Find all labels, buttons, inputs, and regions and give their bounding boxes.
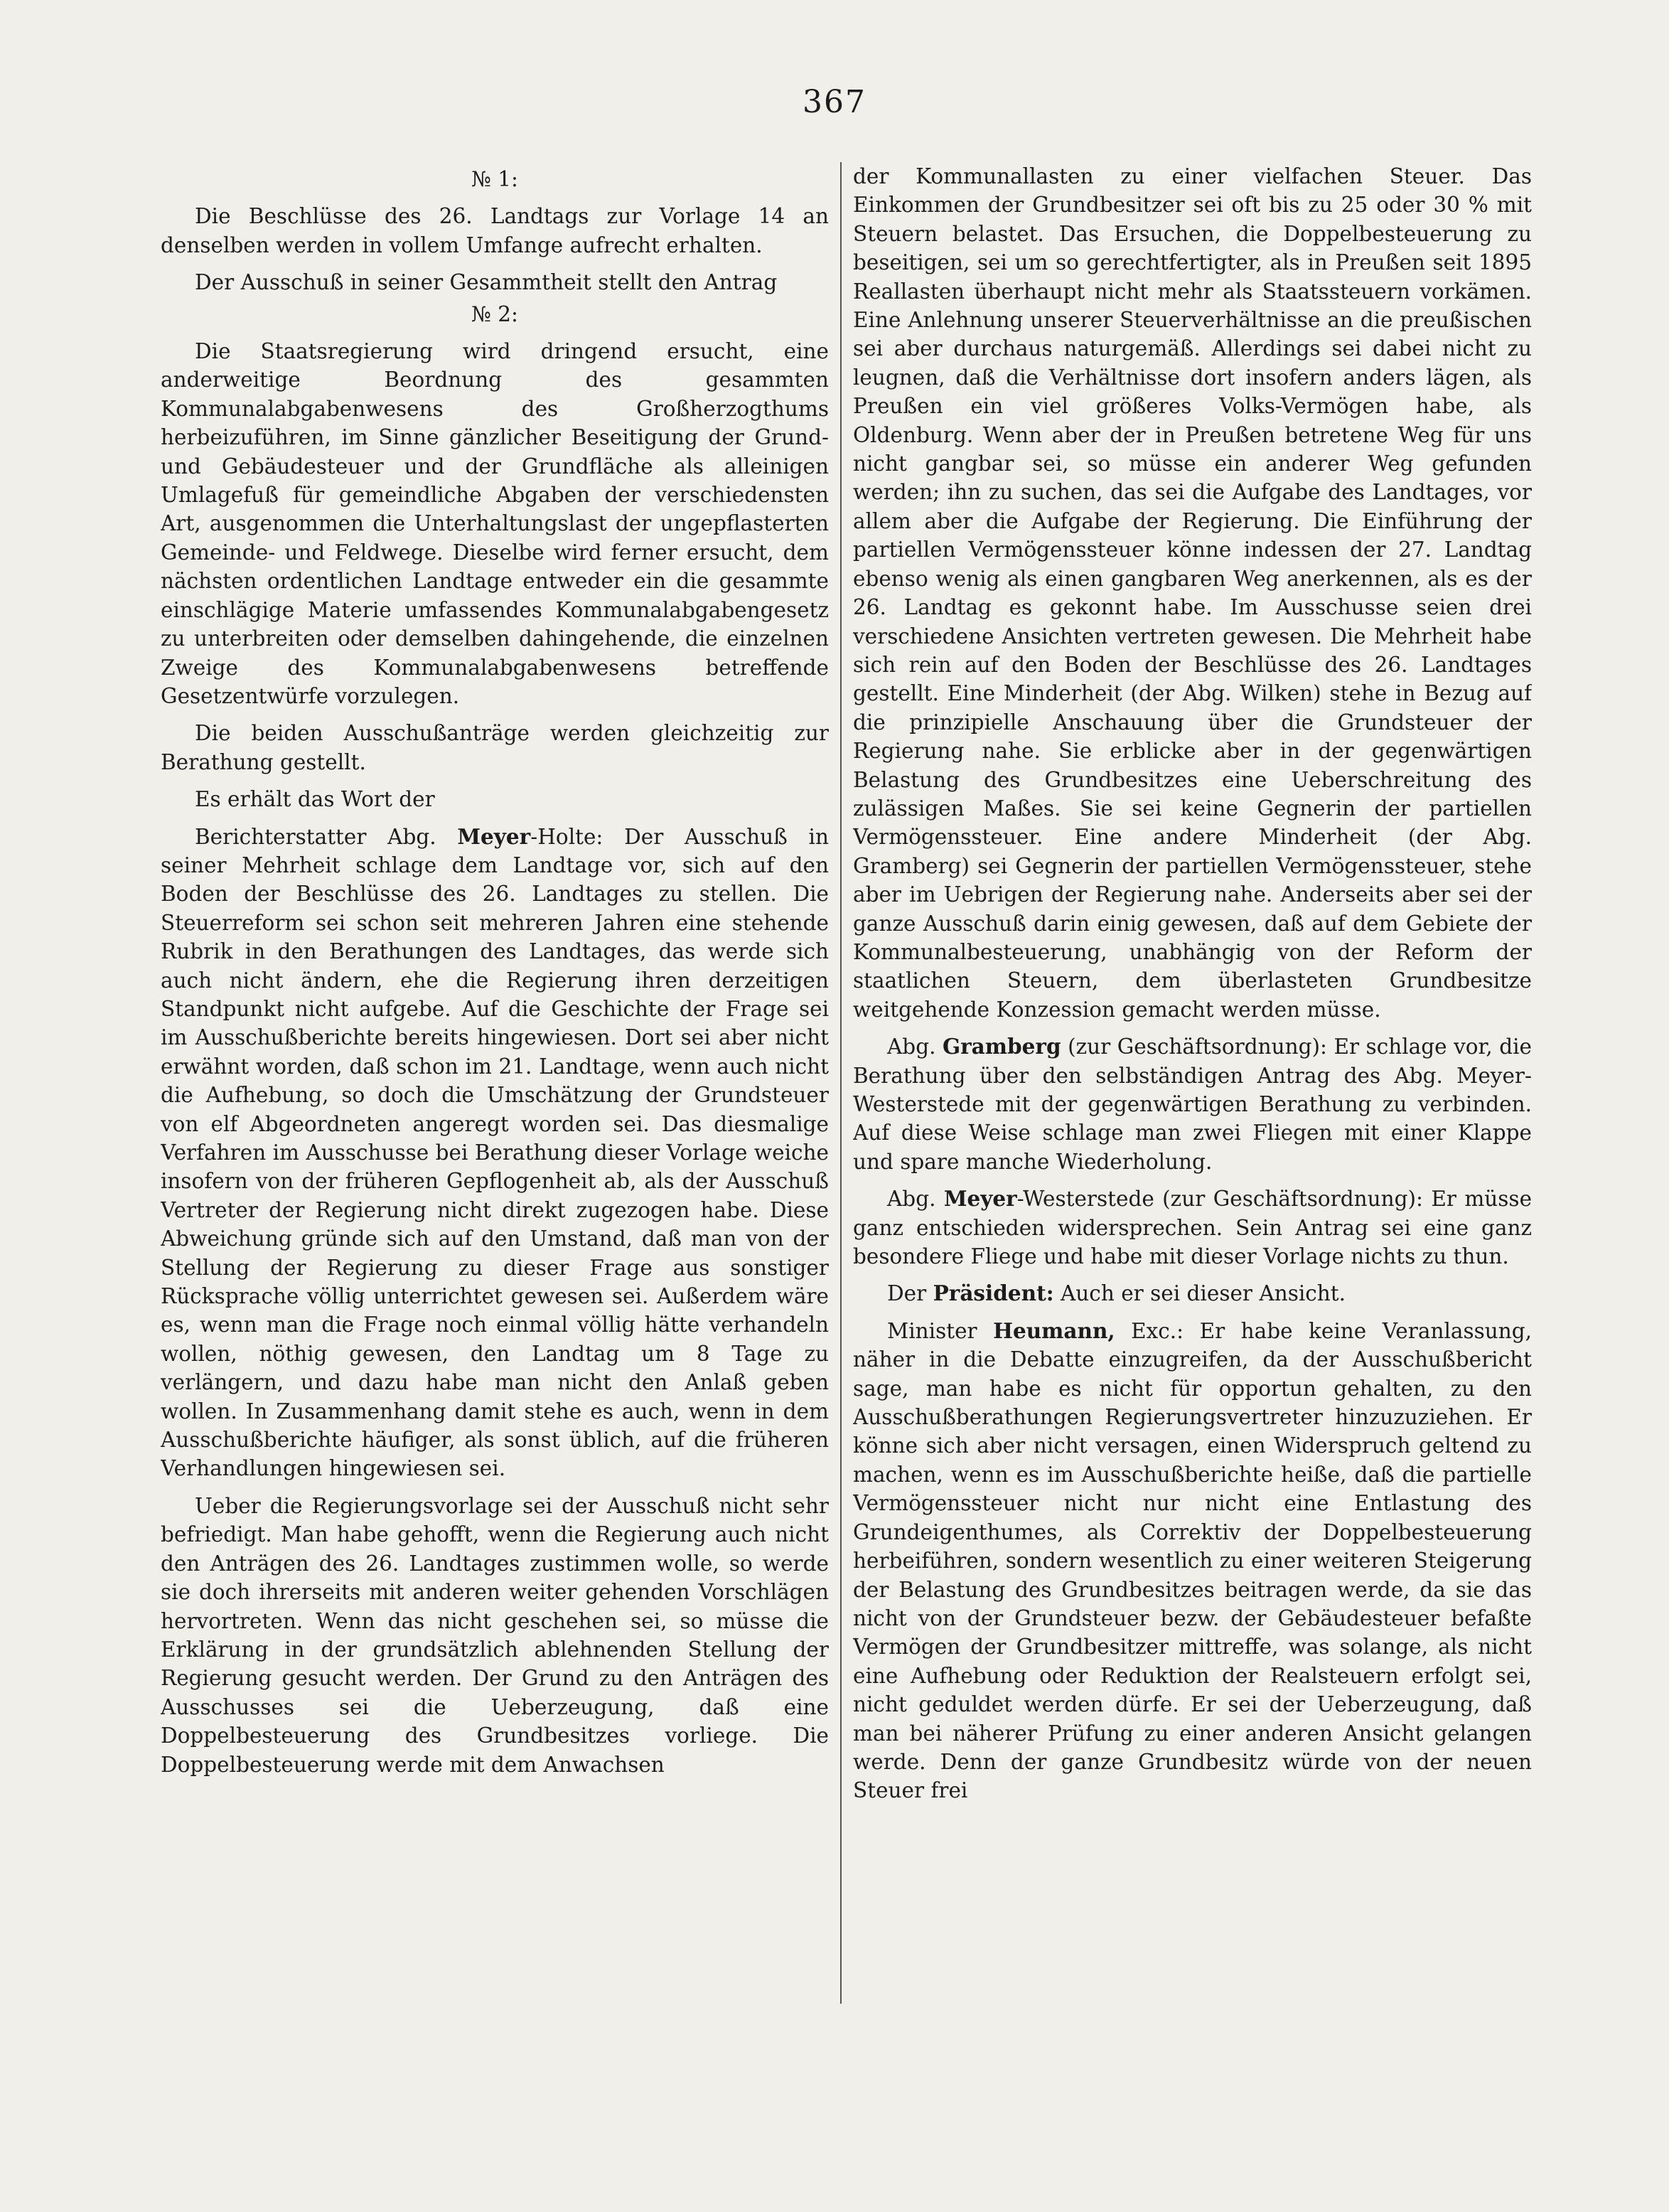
speaker-paragraph (161, 823, 829, 1483)
left-column (161, 162, 829, 2004)
speaker-name: Meyer (943, 1186, 1017, 1212)
speech-text: Auch er sei dieser Ansicht. (1061, 1281, 1346, 1306)
speech-text: (zur Geschäftsordnung): Er müsse ganz entschieden widersprechen. Sein Antrag sei eine ganz besondere Fliege und habe mit dieser Vorlage nichts zu thun. (853, 1187, 1532, 1269)
speech-text: Der Ausschuß in seiner Mehrheit schlage dem Landtage vor, sich auf den Boden der Beschlüsse des 26. Landtages zu stellen. Die Steuerreform sei schon seit mehreren Jahren eine stehende Rubrik in den Berathungen des Landtages, das werde sich auch nicht ändern, ehe die Regierung ihren derzeitigen Standpunkt nicht aufgebe. Auf die Geschichte der Frage sei im Ausschußberichte bereits hingewiesen. Dort sei aber nicht erwähnt worden, daß schon im 21. Landtage, wenn auch nicht die Aufhebung, so doch die Umschätzung der Grundsteuer von elf Abgeordneten angeregt worden sei. Das diesmalige Verfahren im Ausschusse bei Berathung dieser Vorlage weiche insofern von der früheren Gepflogenheit ab, als der Ausschuß Vertreter der Regierung nicht direkt zugezogen habe. Diese Abweichung gründe sich auf den Umstand, daß man von der Stellung der Regierung zu dieser Frage aus sonstiger Rücksprache völlig unterrichtet gewesen sei. Außerdem wäre es, wenn man die Frage noch einmal völlig hätte verhandeln wollen, nöthig gewesen, den Landtag um 8 Tage zu verlängern, und dazu habe man nicht den Anlaß geben wollen. In Zusammenhang damit stehe es auch, wenn in dem Ausschußberichte häufiger, als sonst üblich, auf die früheren Verhandlungen hingewiesen sei. (161, 824, 829, 1481)
body-paragraph: Die beiden Ausschußanträge werden gleichzeitig zur Berathung gestellt. (161, 721, 829, 774)
page-number: 367 (803, 84, 866, 120)
speech-text: (zur Geschäftsordnung): Er schlage vor, die Berathung über den selbständigen Antrag des Abg. Meyer-Westerstede mit der gegenwärtigen Berathung zu verbinden. Auf diese Weise schlage man zwei Fliegen mit einer Klappe und spare manche Wiederholung. (853, 1035, 1532, 1174)
body-paragraph: Ueber die Regierungsvorlage sei der Ausschuß nicht sehr befriedigt. Man habe gehofft, wenn die Regierung auch nicht den Anträgen des 26. Landtages zustimmen wolle, so werde sie doch ihrerseits mit anderen weiter gehenden Vorschlägen hervortreten. Wenn das nicht geschehen sei, so müsse die Erklärung in der grundsätzlich ablehnenden Stellung der Regierung gesucht werden. Der Grund zu den Anträgen des Ausschusses sei die Ueberzeugung, daß eine Doppelbesteuerung des Grundbesitzes vorliege. Die Doppelbesteuerung werde mit dem Anwachsen (161, 1493, 829, 1777)
speaker-paragraph (853, 1279, 1532, 1308)
speaker-suffix: -Westerstede (1016, 1187, 1163, 1212)
speaker-paragraph (853, 1317, 1532, 1805)
speaker-name: Meyer (457, 823, 531, 849)
motion-heading: № 2: (471, 301, 518, 326)
speaker-paragraph (853, 1032, 1532, 1176)
speaker-prefix: Minister (887, 1318, 994, 1343)
motion-heading: № 1: (471, 167, 518, 191)
speaker-prefix: Der (887, 1281, 933, 1306)
speech-text: Er habe keine Veranlassung, näher in die Debatte einzugreifen, da der Ausschußbericht sage, man habe es nicht für opportun gehalten, zu den Ausschußberathungen Regierungsvertreter hinzuzuziehen. Er könne sich aber nicht versagen, einen Widerspruch geltend zu machen, wenn es im Ausschußberichte heiße, daß die partielle Vermögenssteuer nicht nur nicht eine Entlastung des Grundeigenthumes, als Correktiv der Doppelbesteuerung herbeiführen, sondern wesentlich zu einer weiteren Steigerung der Belastung des Grundbesitzes beitragen werde, da sie das nicht von der Grundsteuer bezw. der Gebäudesteuer befaßte Vermögen der Grundbesitzer mittreffe, was solange, als nicht eine Aufhebung oder Reduktion der Realsteuern erfolgt sei, nicht geduldet werden dürfe. Er sei der Ueberzeugung, daß man bei näherer Prüfung zu einer anderen Ansicht gelangen werde. Denn der ganze Grundbesitz würde von der neuen Steuer frei (853, 1318, 1532, 1803)
body-paragraph: Die Staatsregierung wird dringend ersucht, eine anderweitige Beordnung des gesammten Kommunalabgabenwesens des Großherzogthums herbeizuführen, im Sinne gänzlicher Beseitigung der Grund- und Gebäudesteuer und der Grundfläche als alleinigen Umlagefuß für gemeindliche Abgaben der verschiedensten Art, ausgenommen die Unterhaltungslast der ungepflasterten Gemeinde- und Feldwege. Dieselbe wird ferner ersucht, dem nächsten ordentlichen Landtage entweder ein die gesammte einschlägige Materie umfassendes Kommunalabgabengesetz zu unterbreiten oder demselben dahingehende, die einzelnen Zweige des Kommunalabgabenwesens betreffende Gesetzentwürfe vorzulegen. (161, 339, 829, 708)
body-paragraph: Es erhält das Wort der (195, 787, 435, 812)
speaker-suffix (1054, 1281, 1061, 1305)
speaker-name: Präsident: (933, 1281, 1054, 1306)
speaker-suffix: -Holte: (530, 824, 625, 849)
speaker-prefix: Berichterstatter Abg. (195, 824, 458, 849)
right-column (853, 162, 1532, 2004)
body-paragraph: Die Beschlüsse des 26. Landtags zur Vorlage 14 an denselben werden in vollem Umfange aufrecht erhalten. (161, 204, 829, 257)
body-paragraph: Der Ausschuß in seiner Gesammtheit stellt den Antrag (195, 270, 778, 295)
speaker-suffix: Exc.: (1115, 1318, 1200, 1343)
speaker-prefix: Abg. (887, 1035, 943, 1059)
speaker-name: Gramberg (942, 1034, 1061, 1059)
speaker-paragraph (853, 1185, 1532, 1271)
speaker-name: Heumann, (993, 1318, 1115, 1343)
body-paragraph: der Kommunallasten zu einer vielfachen Steuer. Das Einkommen der Grundbesitzer sei oft bis zu 25 oder 30 % mit Steuern belastet. Das Ersuchen, die Doppelbesteuerung zu beseitigen, sei um so gerechtfertigter, als in Preußen seit 1895 Reallasten überhaupt nicht mehr als Staatssteuern vorkämen. Eine Anlehnung unserer Steuerverhältnisse an die preußischen sei aber durchaus naturgemäß. Allerdings sei dabei nicht zu leugnen, daß die Verhältnisse dort insofern anders lägen, als Preußen ein viel größeres Volks-Vermögen habe, als Oldenburg. Wenn aber der in Preußen betretene Weg für uns nicht gangbar sei, so müsse ein anderer Weg gefunden werden; ihn zu suchen, das sei die Aufgabe des Landtages, vor allem aber die Aufgabe der Regierung. Die Einführung der partiellen Vermögenssteuer könne indessen der 27. Landtag ebenso wenig als einen gangbaren Weg anerkennen, als es der 26. Landtag es gekonnt habe. Im Ausschusse seien drei verschiedene Ansichten vertreten gewesen. Die Mehrheit habe sich rein auf den Boden der Beschlüsse des 26. Landtages gestellt. Eine Minderheit (der Abg. Wilken) stehe in Bezug auf die prinzipielle Anschauung über die Grundsteuer der Regierung nahe. Sie erblicke aber in der gegenwärtigen Belastung des Grundbesitzes eine Ueberschreitung des zulässigen Maßes. Sie sei keine Gegnerin der partiellen Vermögenssteuer. Eine andere Minderheit (der Abg. Gramberg) sei Gegnerin der partiellen Vermögenssteuer, stehe aber im Uebrigen der Regierung nahe. Anderseits aber sei der ganze Ausschuß darin einig gewesen, daß auf dem Gebiete der Kommunalbesteuerung, unabhängig von der Reform der staatlichen Steuern, dem überlasteten Grundbesitze weitgehende Konzession gemacht werden müsse. (853, 164, 1532, 1022)
speaker-suffix (1061, 1035, 1068, 1059)
speaker-prefix: Abg. (887, 1187, 944, 1212)
column-divider (840, 162, 842, 2004)
